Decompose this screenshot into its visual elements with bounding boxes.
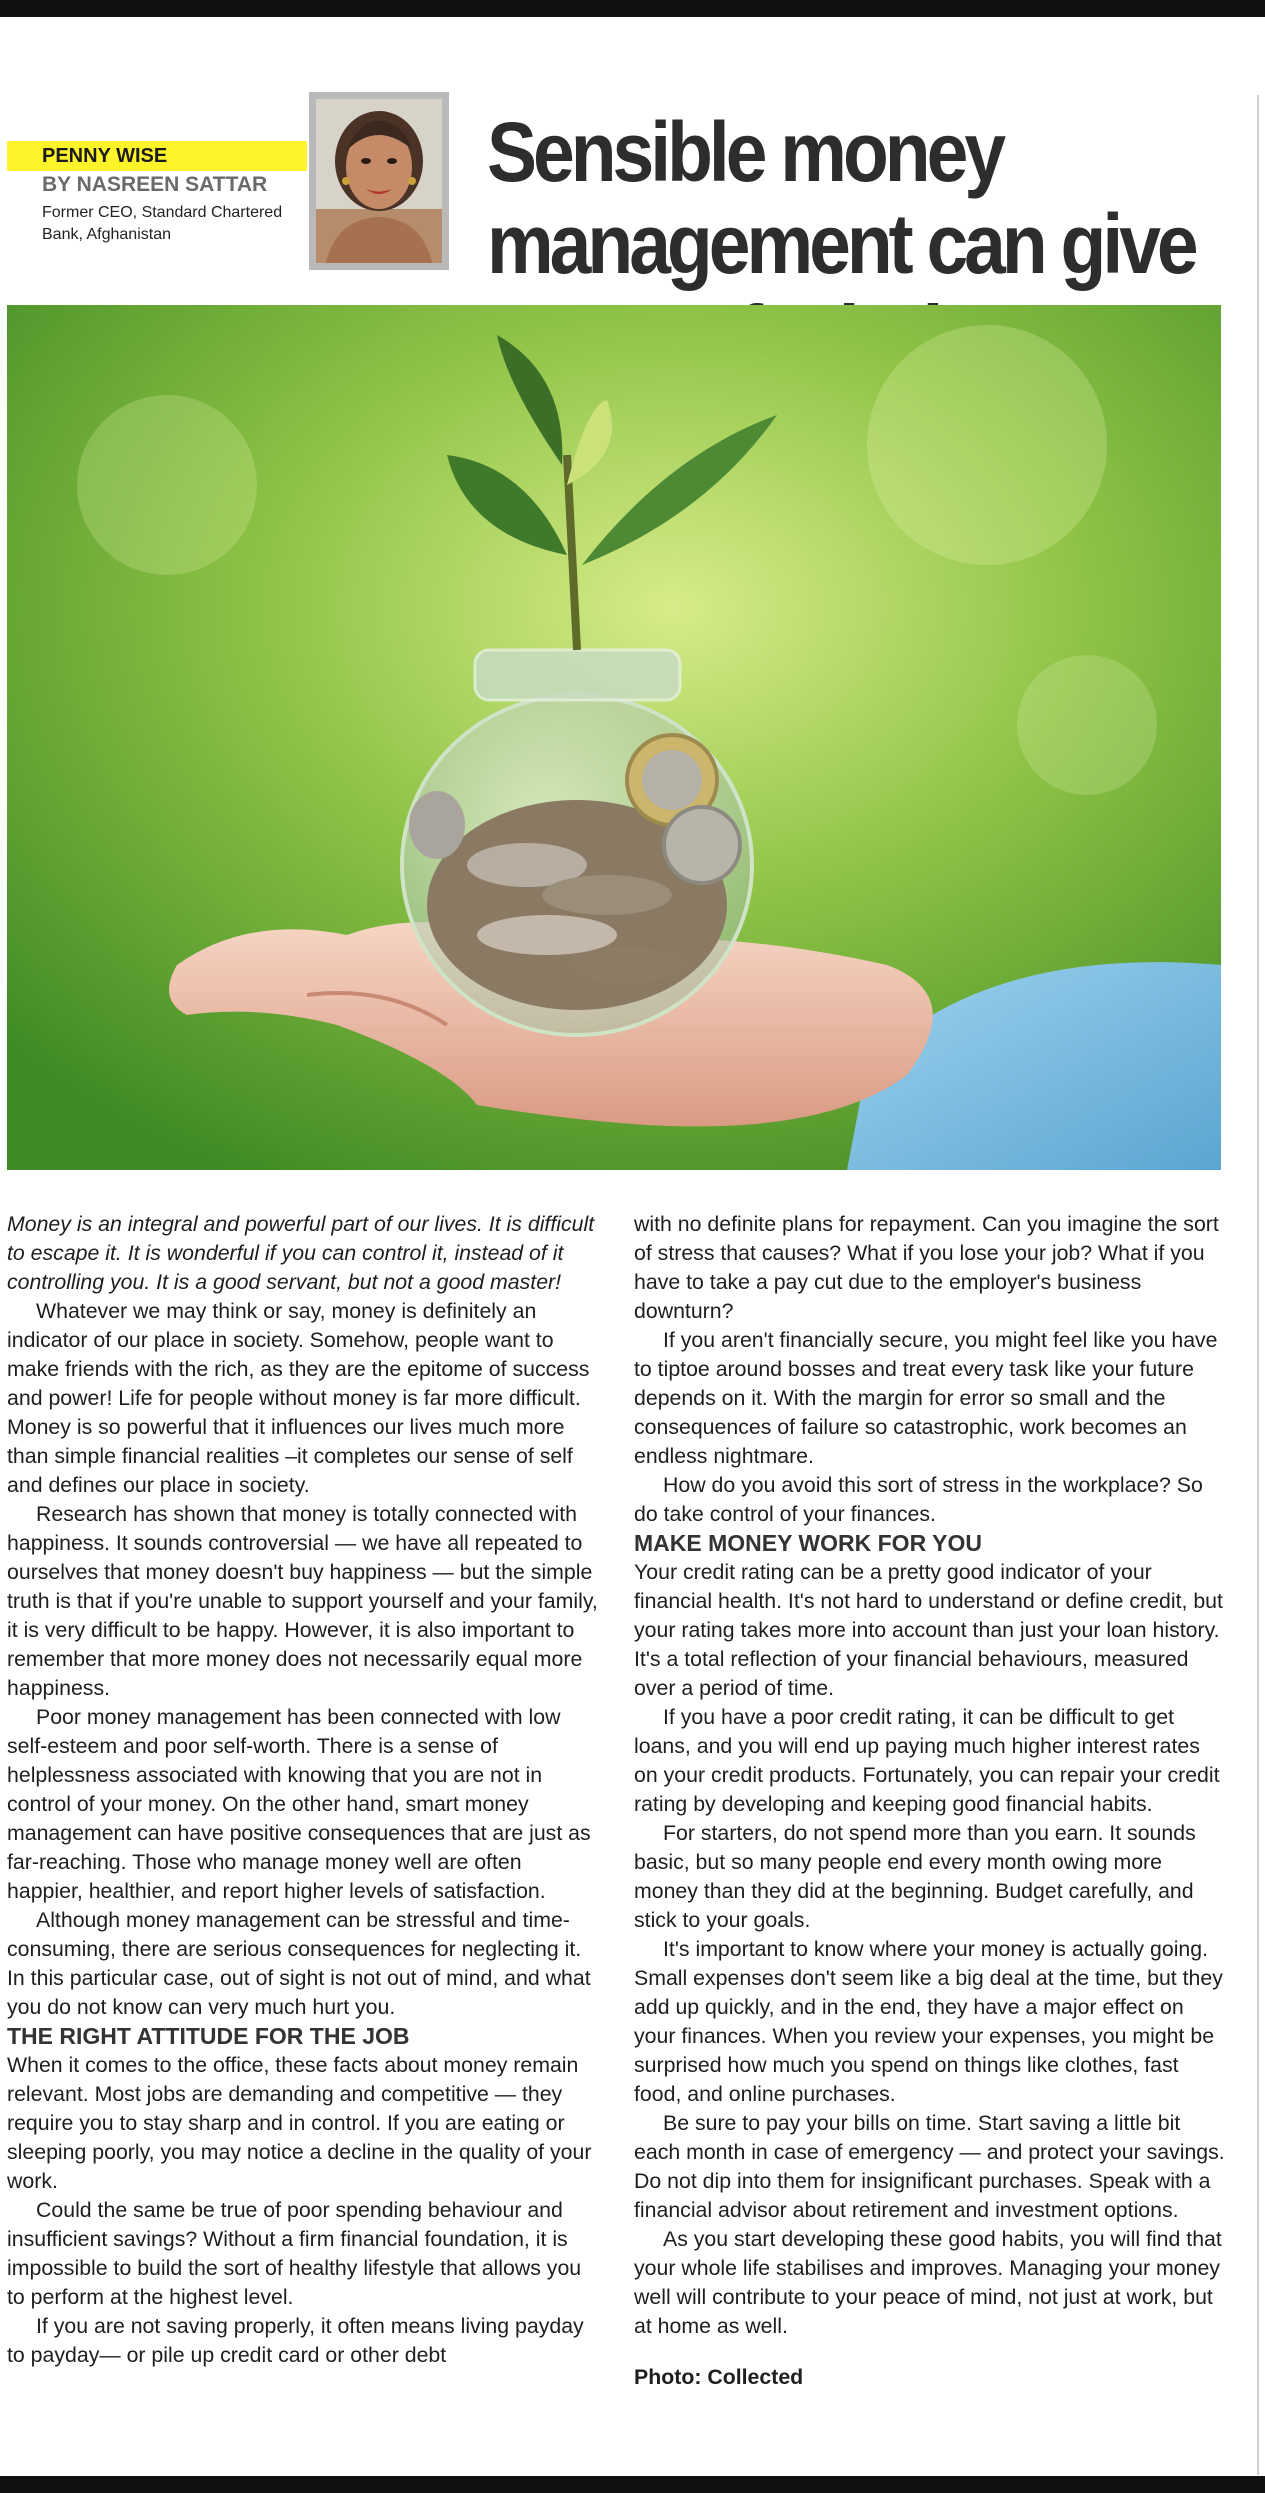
body-paragraph: For starters, do not spend more than you earn. It sounds basic, but so many people end every month owing more money than they did at the beginning. Budget carefully, and stick to your goals.: [634, 1821, 1196, 1932]
top-border: [0, 0, 1265, 17]
body-paragraph: It's important to know where your money is actually going. Small expenses don't seem like a big deal at the time, but they add up quickly, and in the end, they have a major effect on your finances. When you review your expenses, you might be surprised how much you spend on things like clothes, fast food, and online purchases.: [634, 1937, 1223, 2106]
body-paragraph: Could the same be true of poor spending behaviour and insufficient savings? Without a firm financial foundation, it is impossible to build the sort of healthy lifestyle that allows you to perform at the highest level.: [7, 2198, 582, 2309]
body-paragraph: Whatever we may think or say, money is definitely an indicator of our place in society. Somehow, people want to make friends with the rich, as they are the epitome of success and power! Life for people without money is far more difficult. Money is so powerful that it influences our lives much more than simple financial realities –it completes our sense of self and defines our place in society.: [7, 1299, 590, 1497]
article-left-column: [7, 1210, 601, 2370]
body-paragraph: As you start developing these good habits, you will find that your whole life stabilises and improves. Managing your money well will contribute to your peace of mind, not just at work, but at home as well.: [634, 2227, 1222, 2338]
lead-paragraph: Money is an integral and powerful part of our lives. It is difficult to escape it. It is wonderful if you can control it, instead of it controlling you. It is a good servant, but not a good master!: [7, 1212, 595, 1294]
body-paragraph: Research has shown that money is totally connected with happiness. It sounds controversial — we have all repeated to ourselves that money doesn't buy happiness — but the simple truth is that if you're unable to support yourself and your family, it is very difficult to be happy. However, it is also important to remember that more money does not necessarily equal more happiness.: [7, 1502, 598, 1700]
author-portrait: [309, 92, 449, 270]
body-paragraph: If you have a poor credit rating, it can be difficult to get loans, and you will end up paying much higher interest rates on your credit products. Fortunately, you can repair your credit rating by developing and keeping good financial habits.: [634, 1705, 1220, 1816]
body-paragraph: If you aren't financially secure, you might feel like you have to tiptoe around bosses and treat every task like your future depends on it. With the margin for error so small and the consequences of failure so catastrophic, work becomes an endless nightmare.: [634, 1328, 1218, 1468]
article-photo: [7, 305, 1221, 1170]
body-paragraph: Poor money management has been connected with low self-esteem and poor self-worth. There is a sense of helplessness associated with knowing that you are not in control of your money. On the other hand, smart money management can have positive consequences that are just as far-reaching. Those who manage money well are often happier, healthier, and report higher levels of satisfaction.: [7, 1705, 591, 1903]
column-rule: [1257, 95, 1259, 2475]
coin-jar-plant-illustration: [7, 305, 1221, 1170]
body-paragraph: with no definite plans for repayment. Can you imagine the sort of stress that causes? What if you lose your job? What if you have to take a pay cut due to the employer's business downturn?: [634, 1212, 1219, 1323]
body-paragraph: When it comes to the office, these facts about money remain relevant. Most jobs are demanding and competitive — they require you to stay sharp and in control. If you are eating or sleeping poorly, you may notice a decline in the quality of your work.: [7, 2053, 592, 2193]
author-portrait-image: [316, 99, 442, 263]
author-role: Former CEO, Standard Chartered Bank, Afghanistan: [42, 204, 283, 243]
section-heading: THE RIGHT ATTITUDE FOR THE JOB: [7, 2023, 410, 2049]
body-paragraph: If you are not saving properly, it often means living payday to payday— or pile up credit card or other debt: [7, 2314, 584, 2367]
headline: Sensible money management can give: [487, 104, 1195, 291]
section-heading: MAKE MONEY WORK FOR YOU: [634, 1530, 982, 1556]
body-paragraph: How do you avoid this sort of stress in the workplace? So do take control of your finances.: [634, 1473, 1203, 1526]
body-paragraph: Be sure to pay your bills on time. Start saving a little bit each month in case of emergency — and protect your savings. Do not dip into them for insignificant purchases. Speak with a financial advisor about retirement and investment options.: [634, 2111, 1225, 2222]
bottom-border: [0, 2476, 1265, 2493]
column-tag: PENNY WISE: [7, 141, 307, 171]
photo-credit: Photo: Collected: [634, 2365, 804, 2389]
body-paragraph: Although money management can be stressful and time-consuming, there are serious consequences for neglecting it. In this particular case, out of sight is not out of mind, and what you do not know can very much hurt you.: [7, 1908, 591, 2019]
byline: BY NASREEN SATTAR: [42, 173, 268, 196]
article-right-column: [634, 1210, 1228, 2392]
body-paragraph: Your credit rating can be a pretty good indicator of your financial health. It's not hard to understand or define credit, but your rating takes more into account than just your loan history. It's a total reflection of your financial behaviours, measured over a period of time.: [634, 1560, 1223, 1700]
